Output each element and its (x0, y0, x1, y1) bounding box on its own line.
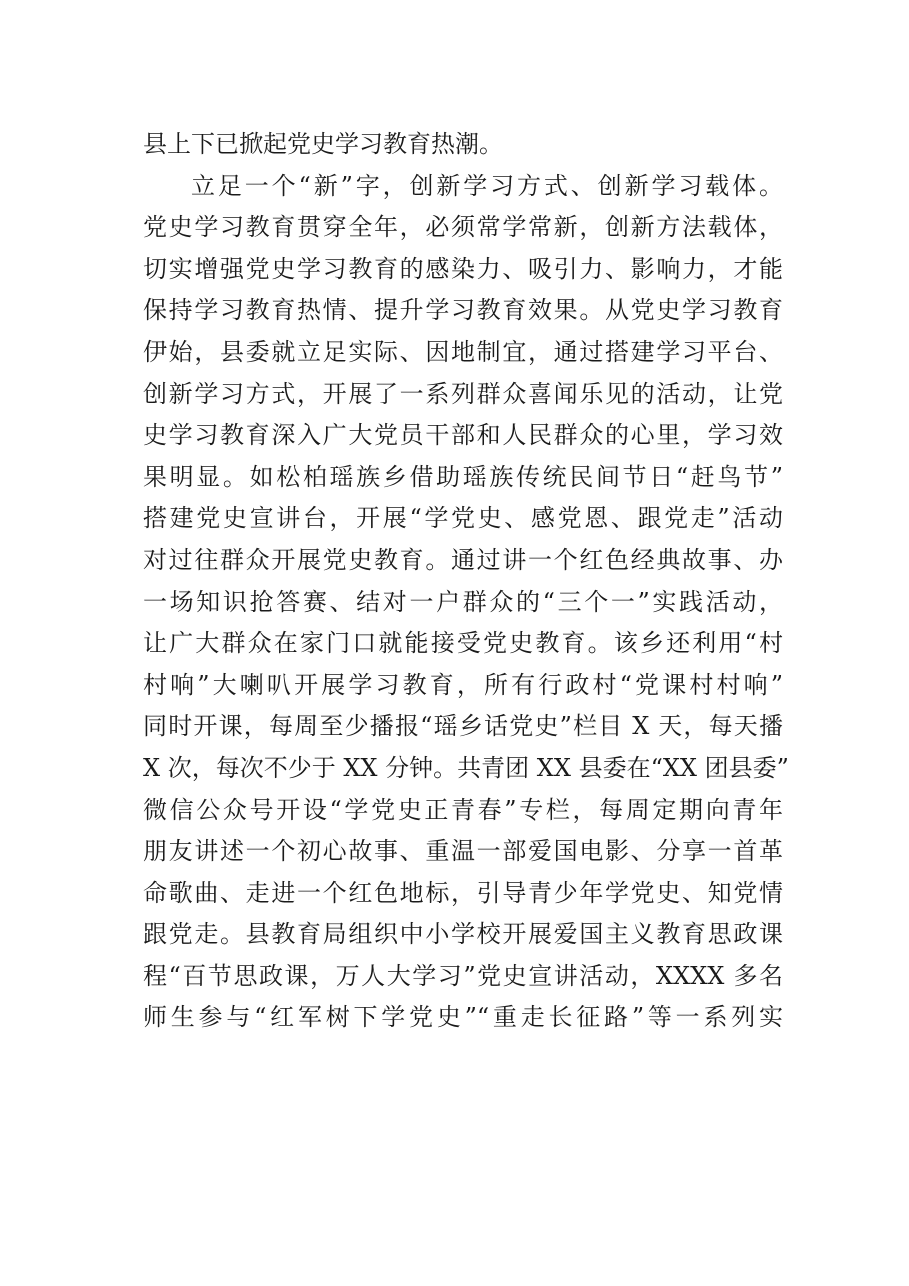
text-line: 程“百节思政课，万人大学习”党史宣讲活动，XXXX 多名 (143, 961, 783, 990)
text-line: 立足一个“新”字，创新学习方式、创新学习载体。 (191, 171, 783, 200)
text-line: 命歌曲、走进一个红色地标，引导青少年学党史、知党情 (143, 878, 783, 907)
text-line: 跟党走。县教育局组织中小学校开展爱国主义教育思政课 (143, 920, 783, 949)
text-line: 切实增强党史学习教育的感染力、吸引力、影响力，才能 (143, 254, 783, 283)
text-line: 县上下已掀起党史学习教育热潮。 (143, 130, 503, 158)
text-line: 村响”大喇叭开展学习教育，所有行政村“党课村村响” (143, 670, 783, 699)
text-line: 朋友讲述一个初心故事、重温一部爱国电影、分享一首革 (143, 837, 783, 866)
text-line: 史学习教育深入广大党员干部和人民群众的心里，学习效 (143, 421, 783, 450)
text-line: 一场知识抢答赛、结对一户群众的“三个一”实践活动， (143, 587, 783, 616)
text-line: 搭建党史宣讲台，开展“学党史、感党恩、跟党走”活动 (143, 504, 783, 533)
text-line: 微信公众号开设“学党史正青春”专栏，每周定期向青年 (143, 795, 783, 824)
text-line: 师生参与“红军树下学党史”“重走长征路”等一系列实 (143, 1003, 783, 1032)
text-line: X 次，每次不少于 XX 分钟。共青团 XX 县委在“XX 团县委” (143, 753, 789, 782)
document-body (143, 124, 789, 1039)
text-line: 创新学习方式，开展了一系列群众喜闻乐见的活动，让党 (143, 379, 783, 408)
text-line: 伊始，县委就立足实际、因地制宜，通过搭建学习平台、 (143, 337, 783, 366)
text-line: 对过往群众开展党史教育。通过讲一个红色经典故事、办 (143, 545, 783, 574)
text-line: 保持学习教育热情、提升学习教育效果。从党史学习教育 (143, 296, 783, 325)
text-line: 党史学习教育贯穿全年，必须常学常新，创新方法载体， (143, 213, 783, 242)
text-line: 让广大群众在家门口就能接受党史教育。该乡还利用“村 (143, 629, 783, 658)
text-line: 果明显。如松柏瑶族乡借助瑶族传统民间节日“赶鸟节” (143, 462, 783, 491)
text-line: 同时开课，每周至少播报“瑶乡话党史”栏目 X 天，每天播 (143, 712, 783, 741)
